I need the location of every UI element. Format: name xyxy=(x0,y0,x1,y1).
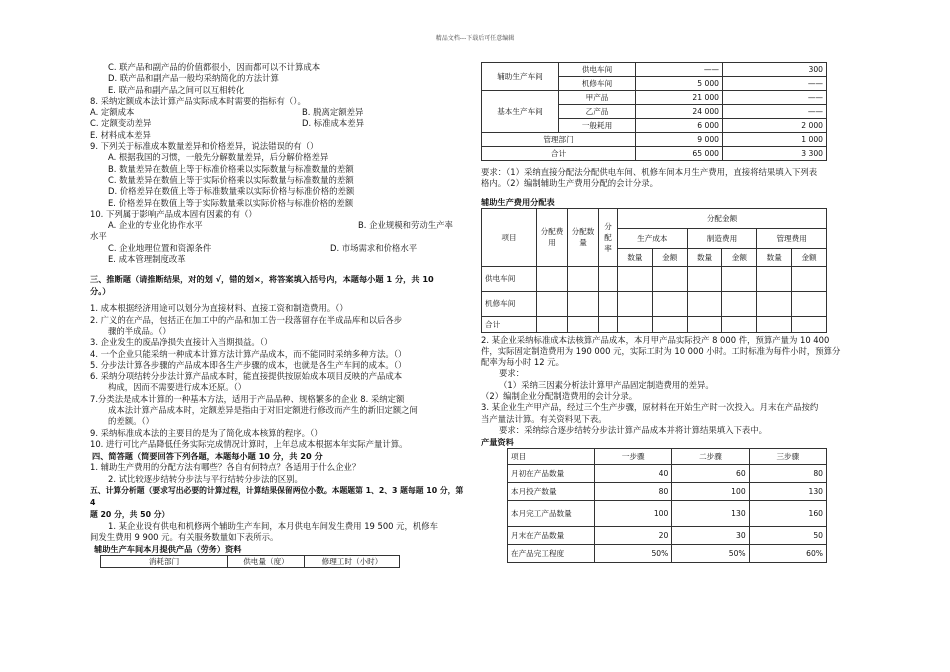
header-cell: 分配数量 xyxy=(568,208,599,266)
option-b: B. 脱离定额差异 xyxy=(302,107,364,118)
option-c: C. 企业地理位置和资源条件 xyxy=(108,242,212,253)
judge-item-cont: 的差额。（） xyxy=(108,416,155,427)
cell: 65 000 xyxy=(636,147,723,161)
row-label: 在产品完工程度 xyxy=(508,545,595,563)
question-9-option: E. 价格差异在数值上等于实际数量乘以实际价格与标准价格的差额 xyxy=(108,197,354,208)
page-header: 精品文档---下载后可任意编辑 xyxy=(435,35,515,42)
calc-question-2: 2. 某企业采纳标准成本法核算产品成本，本月甲产品实际投产 8 000 件，预算产量为 10 400 xyxy=(481,334,830,345)
cell: 60 xyxy=(672,465,749,483)
cell: 60% xyxy=(749,545,826,563)
question-8-stem: 8. 采纳定额成本法计算产品实际成本时需要的指标有（）。 xyxy=(90,95,306,106)
option-d: D. 标准成本差异 xyxy=(302,118,365,129)
question-8-options-row xyxy=(90,107,468,118)
cell: 基本生产车间 xyxy=(482,91,559,133)
option-a: A. 企业的专业化协作水平 xyxy=(108,220,203,231)
cell: 80 xyxy=(595,483,672,501)
cell: 供电车间 xyxy=(559,63,636,77)
option-d: D. 市场需求和价格水平 xyxy=(330,242,418,253)
cell: 50% xyxy=(672,545,749,563)
option-b-continuation: 水平 xyxy=(90,231,107,242)
service-table xyxy=(481,62,827,161)
option-a: A. 定额成本 xyxy=(90,107,135,118)
calc-question-1-cont: 间发生费用 9 900 元。有关服务数量如下表所示。 xyxy=(90,532,279,543)
cell: —— xyxy=(723,105,827,119)
option-e: E. 成本管理制度改革 xyxy=(108,254,186,265)
question-7-option-e: E. 联产品和副产品之间可以互相转化 xyxy=(108,84,245,95)
right-column xyxy=(481,62,841,563)
section-5-title-cont: 题 20 分，共 50 分） xyxy=(90,509,170,519)
requirement-item: （1）采纳三因素分析法计算甲产品固定制造费用的差异。 xyxy=(499,379,714,390)
row-label: 月初在产品数量 xyxy=(508,465,595,483)
calc-question-2-cont: 件，实际固定制造费用为 190 000 元，实际工时为 10 000 小时。工时标准为每件小时，预算分 xyxy=(481,345,841,356)
row-label: 月末在产品数量 xyxy=(508,527,595,545)
calc-question-2-cont: 配率为每小时 12 元。 xyxy=(481,357,564,368)
requirement: 要求：（1）采纳直接分配法分配供电车间、机修车间本月生产费用，直接将结果填入下列表 xyxy=(481,167,818,177)
header-cell: 金额 xyxy=(722,248,757,266)
cell: 50 xyxy=(749,527,826,545)
cell: 130 xyxy=(672,501,749,527)
header-cell: 项目 xyxy=(482,208,537,266)
question-9-option: D. 价格差异在数值上等于标准数量乘以实际价格与标准价格的差额 xyxy=(108,186,355,197)
requirement-label: 要求： xyxy=(499,368,525,379)
short-question: 2. 试比较逐步结转分步法与平行结转分步法的区别。 xyxy=(108,473,303,484)
cell: 80 xyxy=(749,465,826,483)
judge-item-cont: 构成，因而不需要进行成本还原。（） xyxy=(108,382,247,393)
cell: —— xyxy=(723,91,827,105)
cell: 21 000 xyxy=(636,91,723,105)
header-cell: 金额 xyxy=(652,248,687,266)
cell: 3 300 xyxy=(723,147,827,161)
cell: 100 xyxy=(595,501,672,527)
header-cell: 金额 xyxy=(792,248,827,266)
header-cell: 分配费用 xyxy=(537,208,568,266)
judge-item: 9. 采纳标准成本法的主要目的是为了简化成本核算的程序。（） xyxy=(90,427,323,438)
header-cell: 二步骤 xyxy=(672,449,749,465)
section-3-title: 三、推断题（请推断结果，对的划 √，错的划×，将答案填入括号内，本题每小题 1 分，共 10 xyxy=(90,274,434,285)
section-3-title-cont: 分。） xyxy=(90,286,111,297)
requirement-cont: 格内。（2）编制辅助生产费用分配的会计分录。 xyxy=(481,178,659,189)
cell: —— xyxy=(636,63,723,77)
cell: 合计 xyxy=(482,147,636,161)
cell: 一般耗用 xyxy=(559,119,636,133)
header-cell: 管理费用 xyxy=(757,228,827,248)
cell: 机修车间 xyxy=(559,77,636,91)
judge-item: 4. 一个企业只能采纳一种成本计算方法计算产品成本，而不能同时采纳多种方法。（） xyxy=(90,348,407,359)
option-e: E. 材料成本差异 xyxy=(90,129,151,140)
row-label: 本月完工产品数量 xyxy=(508,501,595,527)
header-cell: 一步骤 xyxy=(595,449,672,465)
cell: 6 000 xyxy=(636,119,723,133)
cell: 160 xyxy=(749,501,826,527)
alloc-table xyxy=(481,208,827,333)
question-7-option-d: D. 联产品和副产品一般均采纳简化的方法计算 xyxy=(108,73,279,84)
cell: 辅助生产车间 xyxy=(482,63,559,91)
option-c: C. 定额变动差异 xyxy=(90,118,152,129)
header-cell: 消耗部门 xyxy=(101,556,228,568)
header-cell: 项目 xyxy=(508,449,595,465)
production-table-title: 产量资料 xyxy=(481,437,514,448)
question-9-option: C. 数量差异在数值上等于实际价格乘以实际数量与标准数量的差额 xyxy=(108,174,354,185)
header-cell: 分配率 xyxy=(599,208,618,266)
cell: 9 000 xyxy=(636,133,723,147)
question-9-stem: 9. 下列关于标准成本数量差异和价格差异，说法错误的有（） xyxy=(90,141,319,152)
calc-question-3-cont: 当产量法计算。有关资料见下表。 xyxy=(481,413,607,424)
question-10-options-row xyxy=(90,243,468,254)
row-label: 供电车间 xyxy=(482,266,537,291)
requirement-item: （2）编制企业分配制造费用的会计分录。 xyxy=(481,391,638,402)
cell: 5 000 xyxy=(636,77,723,91)
judge-item: 5. 分步法计算各步骤的产品成本即各生产步骤的成本，也就是各生产车间的成本。（） xyxy=(90,359,407,370)
section-5-title: 五、计算分析题（要求写出必要的计算过程，计算结果保留两位小数。本题题第 1、2、3 题每题 10 分，第 4 xyxy=(90,485,464,507)
short-question: 1. 辅助生产费用的分配方法有哪些？各自有何特点？各适用于什么企业？ xyxy=(90,462,361,473)
table-1-header xyxy=(100,555,400,568)
cell: 24 000 xyxy=(636,105,723,119)
cell: 300 xyxy=(723,63,827,77)
cell: 甲产品 xyxy=(559,91,636,105)
left-column xyxy=(90,62,468,568)
judge-item: 3. 企业发生的废品净损失直接计入当期损益。（） xyxy=(90,337,273,348)
question-7-option-c: C. 联产品和副产品的价值都很小，因而都可以不计算成本 xyxy=(108,62,321,72)
row-label: 合计 xyxy=(482,316,537,332)
question-10-stem: 10. 下列属于影响产品成本固有因素的有（） xyxy=(90,208,257,219)
cell: 40 xyxy=(595,465,672,483)
calc-question-3: 3. 某企业生产甲产品，经过三个生产步骤，原材料在开始生产时一次投入。月末在产品按约 xyxy=(481,402,819,413)
table-1-title: 辅助生产车间本月提供产品（劳务）资料 xyxy=(94,544,242,555)
alloc-table-title: 辅助生产费用分配表 xyxy=(481,196,555,207)
judge-item-cont: 骤的半成品。（） xyxy=(108,325,171,336)
question-9-option: B. 数量差异在数值上等于标准价格乘以实际数量与标准数量的差额 xyxy=(108,163,354,174)
cell: 50% xyxy=(595,545,672,563)
cell: 乙产品 xyxy=(559,105,636,119)
section-4-title: 四、简答题（简要回答下列各题，本题每小题 10 分，共 20 分 xyxy=(92,451,323,462)
calc-question-1: 1. 某企业设有供电和机修两个辅助生产车间，本月供电车间发生费用 19 500 元，机修车 xyxy=(108,520,439,531)
cell: 1 000 xyxy=(723,133,827,147)
judge-item: 1. 成本根据经济用途可以划分为直接材料、直接工资和制造费用。（） xyxy=(90,303,348,314)
header-cell: 数量 xyxy=(618,248,653,266)
question-10-options-row xyxy=(90,220,468,231)
requirement: 要求：采纳综合逐步结转分步法计算产品成本并将计算结果填入下表中。 xyxy=(499,424,767,435)
cell: 30 xyxy=(672,527,749,545)
cell: 100 xyxy=(672,483,749,501)
question-9-option: A. 根据我国的习惯，一般先分解数量差异，后分解价格差异 xyxy=(108,152,329,163)
cell: 管理部门 xyxy=(482,133,636,147)
header-cell: 分配金额 xyxy=(618,208,827,228)
row-label: 本月投产数量 xyxy=(508,483,595,501)
cell: 2 000 xyxy=(723,119,827,133)
judge-item: 7.分类法是成本计算的一种基本方法，适用于产品品种、规格繁多的企业 8. 采纳定额 xyxy=(90,393,405,404)
production-table xyxy=(507,448,827,563)
row-label: 机修车间 xyxy=(482,291,537,316)
header-cell: 供电量（度） xyxy=(228,556,305,568)
question-8-options-row xyxy=(90,118,468,129)
header-cell: 三步骤 xyxy=(749,449,826,465)
judge-item-cont: 成本法计算产品成本时，定额差异是指由于对旧定额进行修改而产生的新旧定额之间 xyxy=(108,405,418,416)
judge-item: 6. 采纳分项结转分步法计算产品成本时，能直接提供按原始成本项目反映的产品成本 xyxy=(90,371,403,382)
header-cell: 数量 xyxy=(757,248,792,266)
option-b: B. 企业规模和劳动生产率 xyxy=(358,220,453,231)
header-cell: 生产成本 xyxy=(618,228,688,248)
cell: 20 xyxy=(595,527,672,545)
header-cell: 修理工时（小时） xyxy=(305,556,400,568)
judge-item: 2. 广义的在产品，包括正在加工中的产品和加工告一段落留存在半成品库和以后各步 xyxy=(90,314,403,325)
header-cell: 数量 xyxy=(687,248,722,266)
header-cell: 制造费用 xyxy=(687,228,757,248)
judge-item: 10. 进行可比产品降低任务实际完成情况计算时，上年总成本根据本年实际产量计算。 xyxy=(90,438,408,449)
cell: 130 xyxy=(749,483,826,501)
cell: —— xyxy=(723,77,827,91)
